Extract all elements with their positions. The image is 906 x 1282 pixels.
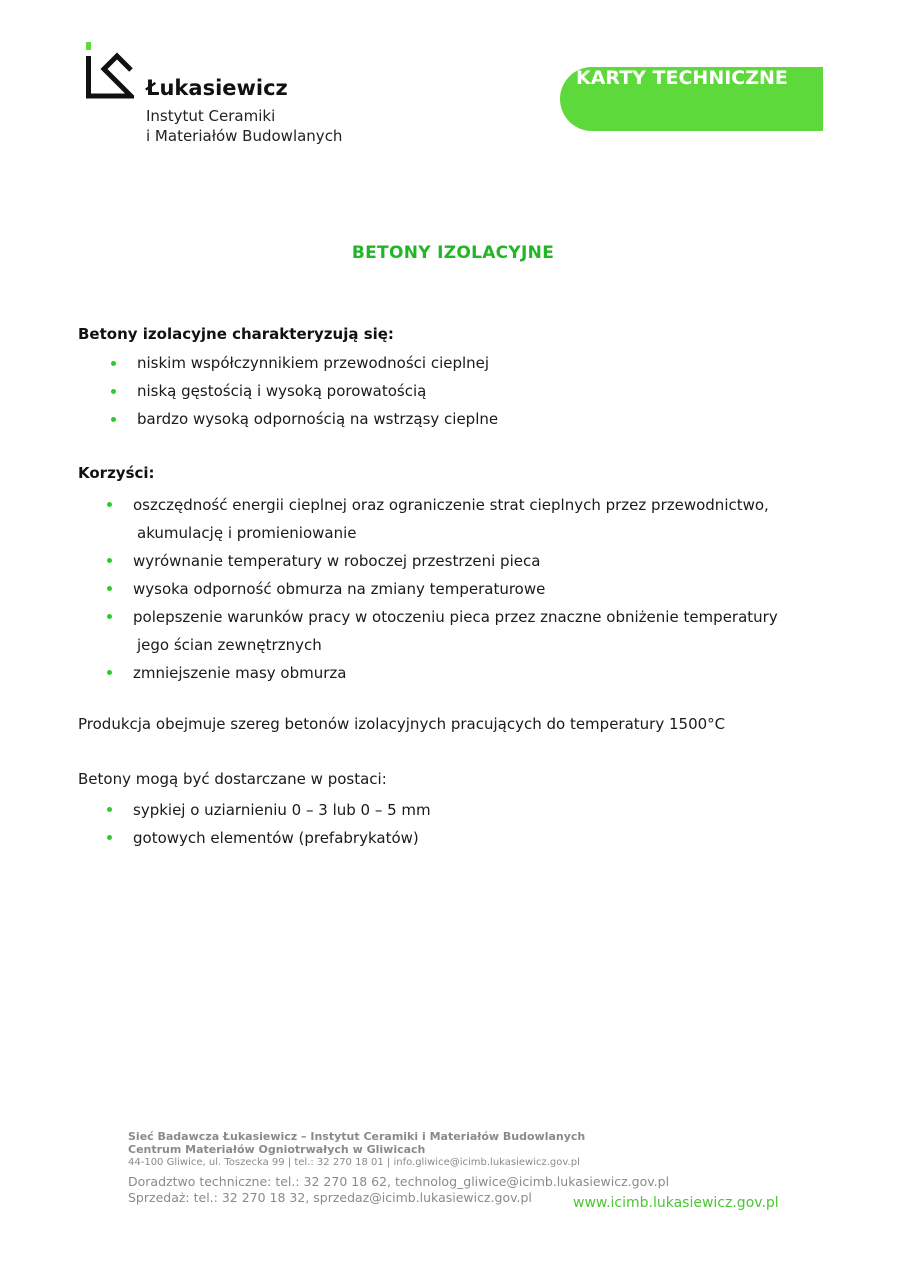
list-item: wyrównanie temperatury w roboczej przestrzeni pieca <box>104 547 778 575</box>
footer-technical-contact: Doradztwo techniczne: tel.: 32 270 18 62, technolog_gliwice@icimb.lukasiewicz.gov.pl <box>128 1174 670 1189</box>
bullet-icon <box>107 502 112 507</box>
list-item: wysoka odporność obmurza na zmiany temperaturowe <box>104 575 778 603</box>
list-item: polepszenie warunków pracy w otoczeniu pieca przez znaczne obniżenie temperatury jego ścian zewnętrznych <box>104 603 778 659</box>
institute-name-line1: Instytut Ceramiki <box>146 107 276 125</box>
footer-organization: Sieć Badawcza Łukasiewicz – Instytut Ceramiki i Materiałów Budowlanych <box>128 1130 586 1143</box>
page-title: BETONY IZOLACYJNE <box>351 243 555 263</box>
list-item: sypkiej o uziarnieniu 0 – 3 lub 0 – 5 mm <box>104 796 431 824</box>
bullet-icon <box>107 558 112 563</box>
header-badge: KARTY TECHNICZNE <box>560 67 823 131</box>
bullet-icon <box>107 835 112 840</box>
list-item: zmniejszenie masy obmurza <box>104 659 778 687</box>
bullet-icon <box>107 670 112 675</box>
footer-address: 44-100 Gliwice, ul. Toszecka 99 | tel.: 32 270 18 01 | info.gliwice@icimb.lukasiewicz.gov.pl <box>128 1157 580 1168</box>
benefits-list <box>104 491 778 687</box>
lukasiewicz-logo-icon <box>84 40 134 100</box>
footer-sales-contact: Sprzedaż: tel.: 32 270 18 32, sprzedaz@icimb.lukasiewicz.gov.pl <box>128 1190 532 1205</box>
forms-list <box>104 796 431 852</box>
bullet-icon <box>111 361 116 366</box>
list-item: oszczędność energii cieplnej oraz ograniczenie strat cieplnych przez przewodnictwo, akumulację i promieniowanie <box>104 491 778 547</box>
footer-website-link[interactable]: www.icimb.lukasiewicz.gov.pl <box>573 1195 779 1211</box>
bullet-icon <box>111 389 116 394</box>
forms-intro: Betony mogą być dostarczane w postaci: <box>78 770 387 788</box>
footer-center: Centrum Materiałów Ogniotrwałych w Gliwicach <box>128 1143 426 1156</box>
benefits-heading: Korzyści: <box>78 464 155 482</box>
production-paragraph: Produkcja obejmuje szereg betonów izolacyjnych pracujących do temperatury 1500°C <box>78 715 726 733</box>
list-item: bardzo wysoką odpornością na wstrząsy cieplne <box>108 408 498 436</box>
list-item: niskim współczynnikiem przewodności cieplnej <box>108 352 498 380</box>
brand-name: Łukasiewicz <box>146 76 288 100</box>
bullet-icon <box>107 614 112 619</box>
bullet-icon <box>107 807 112 812</box>
list-item: niską gęstością i wysoką porowatością <box>108 380 498 408</box>
list-item: gotowych elementów (prefabrykatów) <box>104 824 431 852</box>
characteristics-list <box>108 352 498 436</box>
bullet-icon <box>107 586 112 591</box>
bullet-icon <box>111 417 116 422</box>
institute-name-line2: i Materiałów Budowlanych <box>146 127 343 145</box>
characteristics-heading: Betony izolacyjne charakteryzują się: <box>78 325 394 343</box>
